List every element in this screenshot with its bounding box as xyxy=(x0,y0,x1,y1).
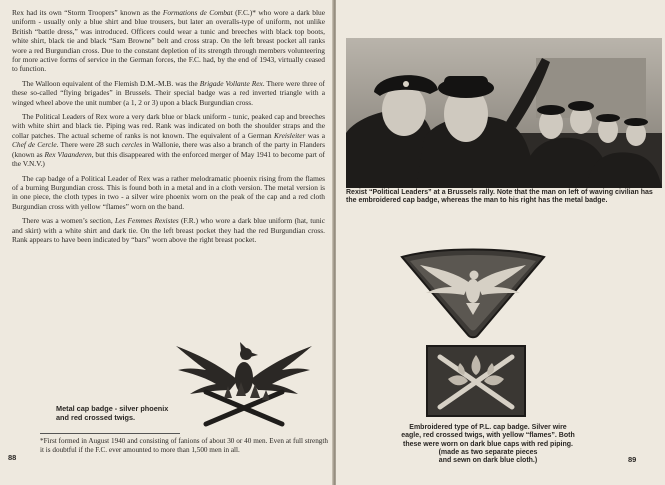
paragraph-cap-badge: The cap badge of a Political Leader of Rex was a rather melodramatic phoenix rising from the flames of a burning Burgundian cross. This is found both in a metal and in a cloth version. The metal version is in one piece, the cloth types in two - a silver wire phoenix worn on the peak of the cap and a red cloth Burgundian cross with yellow “flames” worn on the band. xyxy=(12,173,325,211)
crossed-twigs-patch-icon xyxy=(426,345,526,417)
page-number-right: 89 xyxy=(628,455,637,464)
paragraph-political-leaders: The Political Leaders of Rex wore a very dark blue or black uniform - tunic, peaked cap and breeches with white shirt and black tie. Piping was red. Rank was indicated on both the shoulder straps and the collar patches. The actual scheme of ranks is not known. The equivalent of a German Kreisleiter was a Chef de Cercle. There were 28 such cercles in Wallonie, there was also a branch of the party in Flanders (known as Rex Vlaanderen, but this disappeared with the enforced merger of May 1941 to become part of the V.N.V.) xyxy=(12,112,325,169)
body-text xyxy=(12,8,325,249)
embroidered-eagle-badge-icon xyxy=(398,243,548,339)
paragraph-storm-troopers: Rex had its own “Storm Troopers” known as the Formations de Combat (F.C.)* who wore a dark blue uniform - usually only a blue shirt and blue trousers, but later an overalls-type of uniform, not unlike British “battle dress,” was introduced. Officers could wear a tunic and breeches with black top boots, white shirt, black tie and black “Sam Browne” belt and cross strap. On the left breast pocket all ranks wore a red Burgundian cross. Due to the constant depletion of its strength through members volunteering for more active forms of service in the German forces, the F.C. had, by the end of 1943, virtually ceased to function. xyxy=(12,8,325,74)
metal-phoenix-badge-icon xyxy=(168,328,318,428)
paragraph-womens-section: There was a women’s section, Les Femmes Rexistes (F.R.) who wore a dark blue uniform (hat, tunic and skirt) with a white shirt and dark tie. On the left breast pocket they had the red Burgundian cross. Rank appears to have been indicated by “bars” worn above the right breast pocket. xyxy=(12,216,325,244)
photo-caption: Rexist “Political Leaders” at a Brussels rally. Note that the man on left of waving civilian has the embroidered cap badge, whereas the man to his right has the metal badge. xyxy=(346,189,653,205)
footnote-rule xyxy=(40,433,180,434)
right-page xyxy=(336,0,665,485)
cap-badge-caption: Metal cap badge - silver phoenix and red crossed twigs. xyxy=(56,404,169,422)
rally-photograph xyxy=(346,38,662,188)
patch-caption: Embroidered type of P.L. cap badge. Silver wire eagle, red crossed twigs, with yellow “flames”. Both these were worn on dark blue caps with red piping. (made as two separate pieces and sewn on dark blue cloth.) xyxy=(401,424,575,465)
footnote: *First formed in August 1940 and consisting of fanions of about 30 or 40 men. Even at full strength it is doubtful if the F.C. ever amounted to more than 1,500 men in all. xyxy=(40,437,328,455)
page-number-left: 88 xyxy=(8,453,17,462)
paragraph-brigade-volante: The Walloon equivalent of the Flemish D.M.-M.B. was the Brigade Vollante Rex. There were three of these so-called “flying brigades” in Brussels. Their special badge was a red inverted triangle with a winged wheel above the unit number (a 1, 2 or 3) upon a black Burgundian cross. xyxy=(12,78,325,107)
